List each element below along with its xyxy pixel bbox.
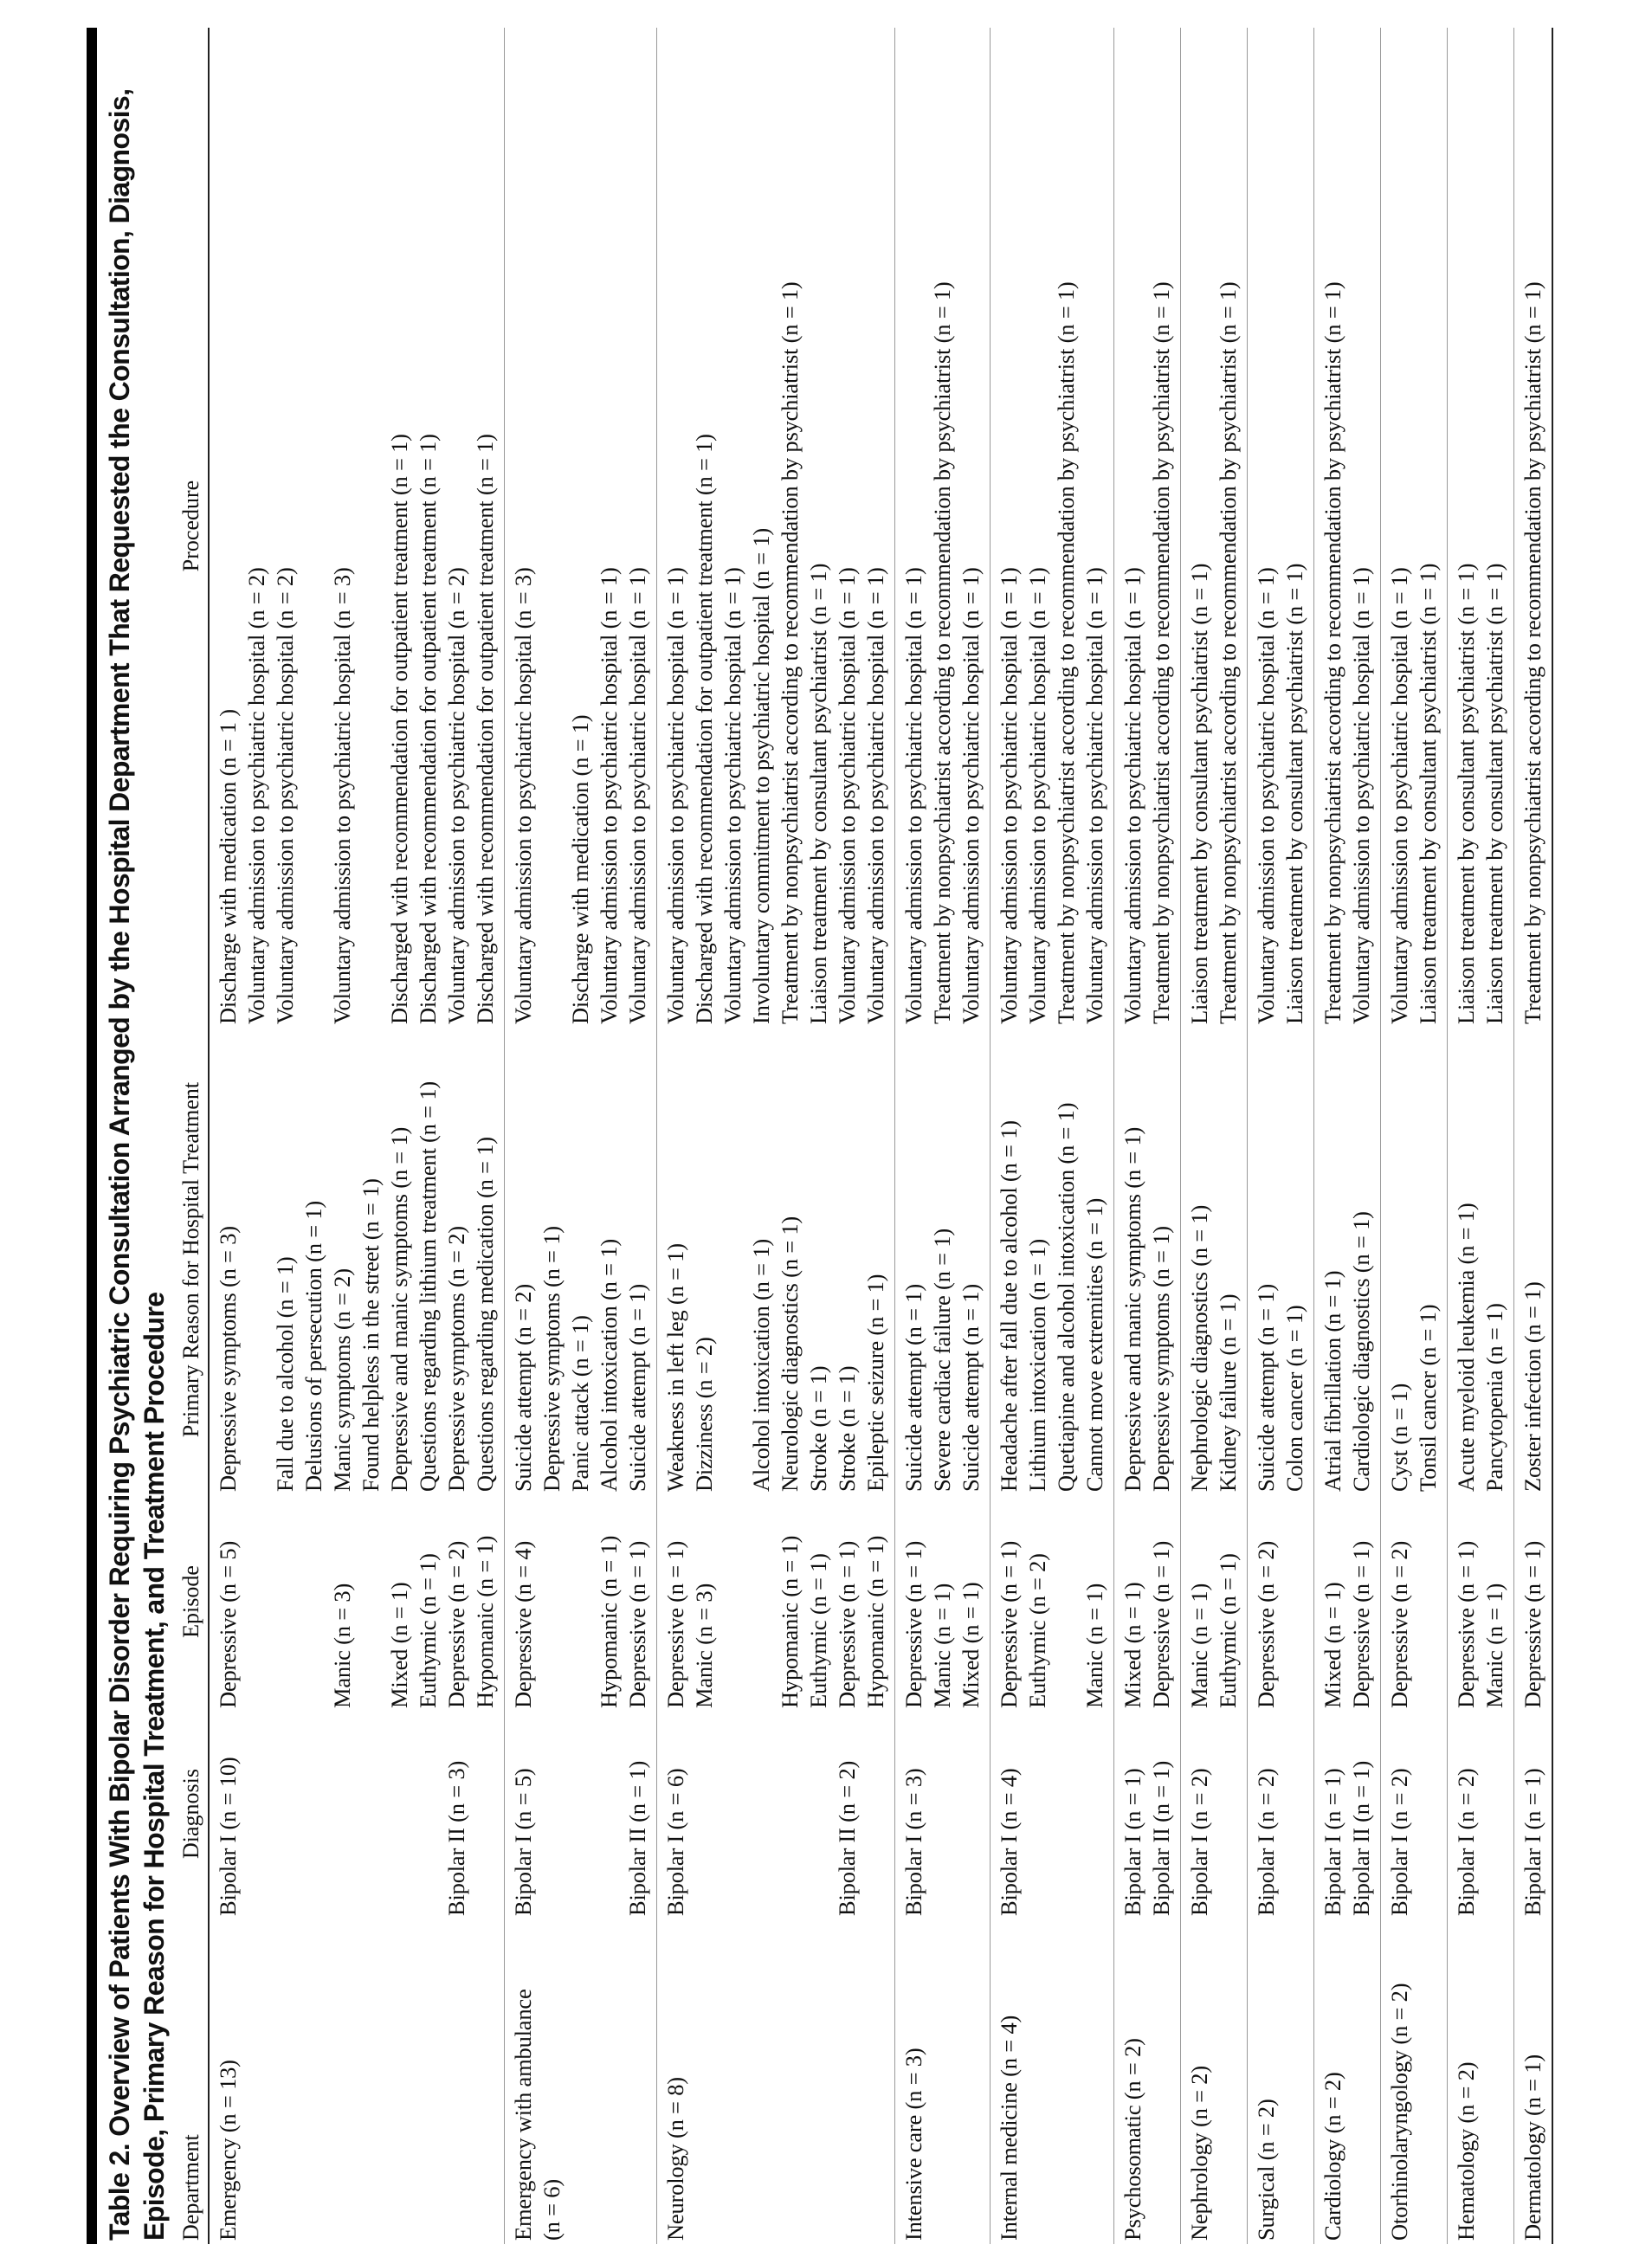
diagnosis-cell: Bipolar II (n = 1) <box>1348 1760 1374 1916</box>
department-cell <box>385 1919 414 2244</box>
department-cell: Cardiology (n = 2) <box>1320 2072 1345 2241</box>
procedure-cell: Voluntary admission to psychiatric hospital (n = 1) <box>958 567 984 1024</box>
diagnosis-cell <box>776 1712 804 1919</box>
diagnosis-cell <box>414 1712 442 1919</box>
table-line <box>661 28 690 2244</box>
diagnosis-cell: Bipolar II (n = 3) <box>443 1760 469 1916</box>
diagnosis-cell: Bipolar II (n = 1) <box>624 1760 650 1916</box>
reason-cell: Depressive symptoms (n = 2) <box>443 1226 469 1492</box>
procedure-cell: Voluntary admission to psychiatric hospital (n = 1) <box>1120 567 1145 1024</box>
department-cell <box>861 1919 890 2244</box>
diagnosis-cell <box>538 1712 566 1919</box>
procedure-cell: Treatment by nonpsychiatrist according to recommendation by psychiatrist (n = 1) <box>1520 281 1546 1024</box>
episode-cell <box>1414 1495 1442 1712</box>
episode-cell <box>357 1495 385 1712</box>
table-line <box>861 28 890 2244</box>
episode-cell: Manic (n = 3) <box>691 1583 717 1708</box>
reason-cell <box>242 1028 271 1495</box>
department-cell: (n = 6) <box>539 2179 565 2241</box>
header-primary-reason: Primary Reason for Hospital Treatment <box>178 1081 203 1438</box>
table-title <box>87 28 175 2244</box>
episode-cell <box>271 1495 300 1712</box>
reason-cell: Manic symptoms (n = 2) <box>329 1268 355 1492</box>
reason-cell: Alcohol intoxication (n = 1) <box>748 1239 774 1492</box>
department-cell <box>242 1919 271 2244</box>
table-line <box>1481 28 1509 2244</box>
procedure-cell: Voluntary admission to psychiatric hospital (n = 1) <box>1386 567 1412 1024</box>
table-line <box>242 28 271 2244</box>
reason-cell: Zoster infection (n = 1) <box>1520 1281 1546 1492</box>
reason-cell: Fall due to alcohol (n = 1) <box>272 1256 298 1492</box>
department-cell <box>442 1919 471 2244</box>
procedure-cell: Liaison treatment by consultant psychiatrist (n = 1) <box>1453 563 1479 1024</box>
episode-cell: Hypomanic (n = 1) <box>472 1535 498 1708</box>
table-line <box>328 28 357 2244</box>
table-row <box>1314 28 1381 2244</box>
department-cell: Psychosomatic (n = 2) <box>1120 2038 1145 2241</box>
diagnosis-cell <box>1052 1712 1081 1919</box>
episode-cell <box>1052 1495 1081 1712</box>
episode-cell: Depressive (n = 2) <box>443 1540 469 1708</box>
diagnosis-cell <box>719 1712 747 1919</box>
diagnosis-cell <box>328 1712 357 1919</box>
procedure-cell: Voluntary admission to psychiatric hospital (n = 1) <box>1253 567 1279 1024</box>
procedure-cell: Treatment by nonpsychiatrist according to recommendation by psychiatrist (n = 1) <box>1215 281 1241 1024</box>
diagnosis-cell <box>595 1712 623 1919</box>
table-line <box>1414 28 1442 2244</box>
procedure-cell: Voluntary admission to psychiatric hospital (n = 3) <box>510 567 536 1024</box>
table-line <box>1319 28 1347 2244</box>
procedure-cell <box>300 28 328 1028</box>
diagnosis-cell <box>385 1712 414 1919</box>
department-cell <box>271 1919 300 2244</box>
diagnosis-cell: Bipolar I (n = 1) <box>1120 1768 1145 1916</box>
diagnosis-cell <box>861 1712 890 1919</box>
table-line <box>357 28 385 2244</box>
reason-cell: Atrial fibrillation (n = 1) <box>1320 1270 1345 1492</box>
table-line <box>300 28 328 2244</box>
episode-cell: Depressive (n = 2) <box>1253 1540 1279 1708</box>
diagnosis-cell <box>1023 1712 1052 1919</box>
reason-cell: Epileptic seizure (n = 1) <box>862 1274 888 1492</box>
table-row <box>1114 28 1181 2244</box>
department-cell <box>1023 1919 1052 2244</box>
reason-cell: Depressive symptoms (n = 1) <box>1148 1226 1174 1492</box>
diagnosis-cell <box>1281 1712 1309 1919</box>
diagnosis-cell: Bipolar I (n = 1) <box>1320 1768 1345 1916</box>
procedure-cell: Discharged with recommendation for outpatient treatment (n = 1) <box>386 434 412 1024</box>
table-line <box>1214 28 1242 2244</box>
table-line <box>1252 28 1281 2244</box>
department-cell: Hematology (n = 2) <box>1453 2061 1479 2241</box>
episode-cell: Euthymic (n = 1) <box>415 1553 441 1708</box>
procedure-cell: Voluntary admission to psychiatric hospital (n = 2) <box>243 567 269 1024</box>
diagnosis-cell <box>566 1712 595 1919</box>
diagnosis-cell <box>357 1712 385 1919</box>
reason-cell: Headache after fall due to alcohol (n = 1) <box>996 1120 1022 1492</box>
procedure-cell: Voluntary admission to psychiatric hospital (n = 1) <box>624 567 650 1024</box>
diagnosis-cell: Bipolar I (n = 1) <box>1520 1768 1546 1916</box>
episode-cell: Hypomanic (n = 1) <box>777 1535 803 1708</box>
procedure-cell: Voluntary admission to psychiatric hospital (n = 1) <box>1024 567 1050 1024</box>
table-line <box>804 28 833 2244</box>
procedure-cell: Liaison treatment by consultant psychiatrist (n = 1) <box>1281 563 1307 1024</box>
episode-cell: Mixed (n = 1) <box>386 1582 412 1708</box>
table-line <box>1081 28 1109 2244</box>
reason-cell: Suicide attempt (n = 1) <box>624 1284 650 1492</box>
reason-cell: Questions regarding medication (n = 1) <box>472 1137 498 1492</box>
table-row <box>1448 28 1514 2244</box>
episode-cell: Depressive (n = 1) <box>1348 1540 1374 1708</box>
reason-cell: Depressive and manic symptoms (n = 1) <box>1120 1126 1145 1492</box>
episode-cell: Depressive (n = 1) <box>834 1540 860 1708</box>
diagnosis-cell <box>747 1712 776 1919</box>
episode-cell: Manic (n = 1) <box>929 1583 955 1708</box>
department-cell <box>1214 1919 1242 2244</box>
department-cell <box>833 1919 861 2244</box>
procedure-cell: Liaison treatment by consultant psychiatrist (n = 1) <box>1481 563 1507 1024</box>
reason-cell: Stroke (n = 1) <box>805 1365 831 1492</box>
procedure-cell <box>357 28 385 1028</box>
reason-cell: Tonsil cancer (n = 1) <box>1415 1304 1441 1492</box>
department-cell <box>595 1919 623 2244</box>
table-line <box>1119 28 1147 2244</box>
reason-cell: Panic attack (n = 1) <box>567 1315 593 1492</box>
procedure-cell: Treatment by nonpsychiatrist according to recommendation by psychiatrist (n = 1) <box>1148 281 1174 1024</box>
reason-cell: Suicide attempt (n = 1) <box>958 1284 984 1492</box>
procedure-cell: Voluntary admission to psychiatric hospital (n = 2) <box>443 567 469 1024</box>
table-line <box>385 28 414 2244</box>
diagnosis-cell: Bipolar II (n = 1) <box>1148 1760 1174 1916</box>
diagnosis-cell: Bipolar I (n = 4) <box>996 1768 1022 1916</box>
episode-cell: Euthymic (n = 2) <box>1024 1553 1050 1708</box>
table-line <box>928 28 957 2244</box>
diagnosis-cell <box>1214 1712 1242 1919</box>
reason-cell: Quetiapine and alcohol intoxication (n = 1) <box>1053 1102 1079 1492</box>
episode-cell: Mixed (n = 1) <box>1120 1582 1145 1708</box>
department-cell: Dermatology (n = 1) <box>1520 2054 1546 2241</box>
department-cell <box>1052 1919 1081 2244</box>
reason-cell: Dizziness (n = 2) <box>691 1337 717 1492</box>
episode-cell: Depressive (n = 1) <box>1520 1540 1546 1708</box>
procedure-cell: Treatment by nonpsychiatrist according to recommendation by psychiatrist (n = 1) <box>1320 281 1345 1024</box>
table-row <box>1181 28 1248 2244</box>
table-header <box>175 28 210 2244</box>
table-title-line: Table 2. Overview of Patients With Bipolar Disorder Requiring Psychiatric Consultation Arranged by the Hospital Department That Requested the Consultation, Diagnosis, <box>104 88 135 2241</box>
diagnosis-cell <box>1414 1712 1442 1919</box>
procedure-cell: Discharged with recommendation for outpatient treatment (n = 1) <box>415 434 441 1024</box>
reason-cell: Found helpless in the street (n = 1) <box>358 1178 384 1492</box>
table-line <box>747 28 776 2244</box>
diagnosis-cell <box>928 1712 957 1919</box>
reason-cell: Depressive symptoms (n = 3) <box>215 1226 241 1492</box>
episode-cell: Depressive (n = 1) <box>900 1540 926 1708</box>
procedure-cell: Voluntary admission to psychiatric hospital (n = 1) <box>834 567 860 1024</box>
procedure-cell: Discharged with recommendation for outpatient treatment (n = 1) <box>472 434 498 1024</box>
department-cell <box>957 1919 985 2244</box>
reason-cell: Neurologic diagnostics (n = 1) <box>777 1216 803 1492</box>
reason-cell: Nephrologic diagnostics (n = 1) <box>1186 1204 1212 1492</box>
reason-cell: Questions regarding lithium treatment (n = 1) <box>415 1080 441 1492</box>
table-line <box>1385 28 1414 2244</box>
procedure-cell: Voluntary admission to psychiatric hospital (n = 1) <box>596 567 622 1024</box>
table-line <box>442 28 471 2244</box>
department-cell <box>719 1919 747 2244</box>
table-line <box>1452 28 1481 2244</box>
table-line <box>214 28 242 2244</box>
table-line <box>776 28 804 2244</box>
procedure-cell: Liaison treatment by consultant psychiatrist (n = 1) <box>805 563 831 1024</box>
table-title-line: Episode, Primary Reason for Hospital Treatment, and Treatment Procedure <box>139 1292 170 2241</box>
procedure-cell: Involuntary commitment to psychiatric hospital (n = 1) <box>748 527 774 1024</box>
procedure-cell: Discharged with recommendation for outpatient treatment (n = 1) <box>691 434 717 1024</box>
diagnosis-cell <box>242 1712 271 1919</box>
table-line <box>690 28 719 2244</box>
episode-cell: Depressive (n = 1) <box>1148 1540 1174 1708</box>
procedure-cell: Treatment by nonpsychiatrist according to recommendation by psychiatrist (n = 1) <box>777 281 803 1024</box>
procedure-cell: Voluntary admission to psychiatric hospital (n = 1) <box>1348 567 1374 1024</box>
episode-cell: Euthymic (n = 1) <box>1215 1553 1241 1708</box>
table-line <box>1347 28 1376 2244</box>
department-cell <box>566 1919 595 2244</box>
episode-cell: Depressive (n = 1) <box>662 1540 688 1708</box>
table-line <box>1147 28 1176 2244</box>
diagnosis-cell: Bipolar I (n = 2) <box>1453 1768 1479 1916</box>
table-line <box>538 28 566 2244</box>
table-row <box>895 28 991 2244</box>
table-row <box>210 28 505 2244</box>
diagnosis-cell: Bipolar I (n = 2) <box>1386 1768 1412 1916</box>
table-line <box>900 28 928 2244</box>
table-line <box>719 28 747 2244</box>
department-cell <box>1414 1919 1442 2244</box>
diagnosis-cell: Bipolar I (n = 5) <box>510 1768 536 1916</box>
procedure-cell: Voluntary admission to psychiatric hospital (n = 1) <box>996 567 1022 1024</box>
department-cell: Emergency with ambulance <box>510 1989 536 2241</box>
header-episode: Episode <box>178 1565 203 1638</box>
reason-cell: Depressive and manic symptoms (n = 1) <box>386 1126 412 1492</box>
diagnosis-cell <box>471 1712 500 1919</box>
procedure-cell: Voluntary admission to psychiatric hospital (n = 1) <box>900 567 926 1024</box>
episode-cell: Depressive (n = 1) <box>1453 1540 1479 1708</box>
table-line <box>1052 28 1081 2244</box>
department-cell: Intensive care (n = 3) <box>900 2048 926 2241</box>
reason-cell: Pancytopenia (n = 1) <box>1481 1303 1507 1492</box>
department-cell <box>471 1919 500 2244</box>
department-cell <box>776 1919 804 2244</box>
table-line <box>957 28 985 2244</box>
department-cell <box>1347 1919 1376 2244</box>
reason-cell: Cannot move extremities (n = 1) <box>1081 1197 1107 1492</box>
procedure-cell: Liaison treatment by consultant psychiatrist (n = 1) <box>1415 563 1441 1024</box>
episode-cell: Manic (n = 1) <box>1481 1583 1507 1708</box>
diagnosis-cell <box>1081 1712 1109 1919</box>
department-cell: Internal medicine (n = 4) <box>996 2015 1022 2241</box>
department-cell <box>623 1919 652 2244</box>
diagnosis-cell <box>804 1712 833 1919</box>
reason-cell: Lithium intoxication (n = 1) <box>1024 1239 1050 1492</box>
reason-cell: Suicide attempt (n = 1) <box>900 1284 926 1492</box>
procedure-cell: Voluntary admission to psychiatric hospital (n = 1) <box>1081 567 1107 1024</box>
reason-cell: Delusions of persecution (n = 1) <box>300 1200 326 1492</box>
reason-cell: Suicide attempt (n = 2) <box>510 1284 536 1492</box>
procedure-cell <box>538 28 566 1028</box>
table-row <box>1514 28 1553 2244</box>
procedure-cell: Voluntary admission to psychiatric hospital (n = 3) <box>329 567 355 1024</box>
episode-cell <box>538 1495 566 1712</box>
reason-cell: Weakness in left leg (n = 1) <box>662 1243 688 1492</box>
episode-cell: Hypomanic (n = 1) <box>596 1535 622 1708</box>
reason-cell: Suicide attempt (n = 1) <box>1253 1284 1279 1492</box>
procedure-cell: Liaison treatment by consultant psychiatrist (n = 1) <box>1186 563 1212 1024</box>
episode-cell: Depressive (n = 5) <box>215 1540 241 1708</box>
department-cell <box>328 1919 357 2244</box>
episode-cell <box>719 1495 747 1712</box>
department-cell <box>414 1919 442 2244</box>
rotated-table-page <box>87 28 1558 2244</box>
department-cell <box>300 1919 328 2244</box>
episode-cell: Depressive (n = 4) <box>510 1540 536 1708</box>
department-cell <box>1281 1919 1309 2244</box>
episode-cell: Depressive (n = 2) <box>1386 1540 1412 1708</box>
diagnosis-cell: Bipolar I (n = 2) <box>1186 1768 1212 1916</box>
episode-cell: Mixed (n = 1) <box>1320 1582 1345 1708</box>
procedure-cell: Discharge with medication (n = 1 ) <box>215 709 241 1024</box>
episode-cell <box>300 1495 328 1712</box>
table-line <box>1519 28 1547 2244</box>
episode-cell <box>1281 1495 1309 1712</box>
header-diagnosis: Diagnosis <box>178 1769 203 1859</box>
episode-cell: Manic (n = 1) <box>1081 1583 1107 1708</box>
diagnosis-cell: Bipolar I (n = 2) <box>1253 1768 1279 1916</box>
diagnosis-cell <box>690 1712 719 1919</box>
episode-cell: Hypomanic (n = 1) <box>862 1535 888 1708</box>
reason-cell: Severe cardiac failure (n = 1) <box>929 1229 955 1492</box>
department-cell: Emergency (n = 13) <box>215 2060 241 2241</box>
reason-cell: Stroke (n = 1) <box>834 1365 860 1492</box>
diagnosis-cell <box>1481 1712 1509 1919</box>
table-line <box>566 28 595 2244</box>
header-department: Department <box>178 2134 203 2241</box>
diagnosis-cell: Bipolar I (n = 10) <box>215 1757 241 1916</box>
diagnosis-cell: Bipolar II (n = 2) <box>834 1760 860 1916</box>
table-row <box>657 28 895 2244</box>
table-row <box>991 28 1114 2244</box>
department-cell: Nephrology (n = 2) <box>1186 2066 1212 2241</box>
episode-cell: Manic (n = 1) <box>1186 1583 1212 1708</box>
episode-cell <box>747 1495 776 1712</box>
table-line <box>271 28 300 2244</box>
diagnosis-cell: Bipolar I (n = 6) <box>662 1768 688 1916</box>
table-row <box>1381 28 1448 2244</box>
department-cell: Surgical (n = 2) <box>1253 2099 1279 2241</box>
procedure-cell: Discharge with medication (n = 1) <box>567 714 593 1024</box>
reason-cell <box>719 1028 747 1495</box>
department-cell <box>1081 1919 1109 2244</box>
procedure-cell: Treatment by nonpsychiatrist according to recommendation by psychiatrist (n = 1) <box>929 281 955 1024</box>
table-body <box>210 28 1553 2244</box>
procedure-cell: Voluntary admission to psychiatric hospital (n = 2) <box>272 567 298 1024</box>
procedure-cell: Voluntary admission to psychiatric hospital (n = 1) <box>862 567 888 1024</box>
department-cell <box>1147 1919 1176 2244</box>
procedure-cell: Voluntary admission to psychiatric hospital (n = 1) <box>662 567 688 1024</box>
table-line <box>833 28 861 2244</box>
department-cell <box>357 1919 385 2244</box>
table-line <box>1281 28 1309 2244</box>
table-line <box>995 28 1023 2244</box>
department-cell <box>804 1919 833 2244</box>
department-cell: Neurology (n = 8) <box>662 2077 688 2241</box>
table-row <box>1248 28 1314 2244</box>
episode-cell <box>566 1495 595 1712</box>
reason-cell: Alcohol intoxication (n = 1) <box>596 1239 622 1492</box>
table-line <box>509 28 538 2244</box>
department-cell <box>747 1919 776 2244</box>
department-cell <box>690 1919 719 2244</box>
table-line <box>1023 28 1052 2244</box>
reason-cell: Depressive symptoms (n = 1) <box>539 1226 565 1492</box>
table-line <box>595 28 623 2244</box>
table-line <box>471 28 500 2244</box>
diagnosis-cell: Bipolar I (n = 3) <box>900 1768 926 1916</box>
reason-cell: Acute myeloid leukemia (n = 1) <box>1453 1203 1479 1492</box>
header-procedure: Procedure <box>178 480 203 572</box>
reason-cell: Cyst (n = 1) <box>1386 1383 1412 1492</box>
episode-cell: Euthymic (n = 1) <box>805 1553 831 1708</box>
department-cell <box>1481 1919 1509 2244</box>
diagnosis-cell <box>300 1712 328 1919</box>
table-line <box>1185 28 1214 2244</box>
episode-cell: Manic (n = 3) <box>329 1583 355 1708</box>
episode-cell: Depressive (n = 1) <box>624 1540 650 1708</box>
procedure-cell: Voluntary admission to psychiatric hospital (n = 1) <box>720 567 745 1024</box>
table-line <box>623 28 652 2244</box>
reason-cell: Kidney failure (n = 1) <box>1215 1293 1241 1492</box>
table-row <box>505 28 657 2244</box>
diagnosis-cell <box>271 1712 300 1919</box>
diagnosis-cell <box>957 1712 985 1919</box>
table-line <box>414 28 442 2244</box>
reason-cell: Cardiologic diagnostics (n = 1) <box>1348 1211 1374 1492</box>
episode-cell: Depressive (n = 1) <box>996 1540 1022 1708</box>
department-cell: Otorhinolaryngology (n = 2) <box>1386 1983 1412 2241</box>
episode-cell: Mixed (n = 1) <box>958 1582 984 1708</box>
episode-cell <box>242 1495 271 1712</box>
department-cell <box>928 1919 957 2244</box>
procedure-cell: Treatment by nonpsychiatrist according to recommendation by psychiatrist (n = 1) <box>1053 281 1079 1024</box>
reason-cell: Colon cancer (n = 1) <box>1281 1305 1307 1492</box>
